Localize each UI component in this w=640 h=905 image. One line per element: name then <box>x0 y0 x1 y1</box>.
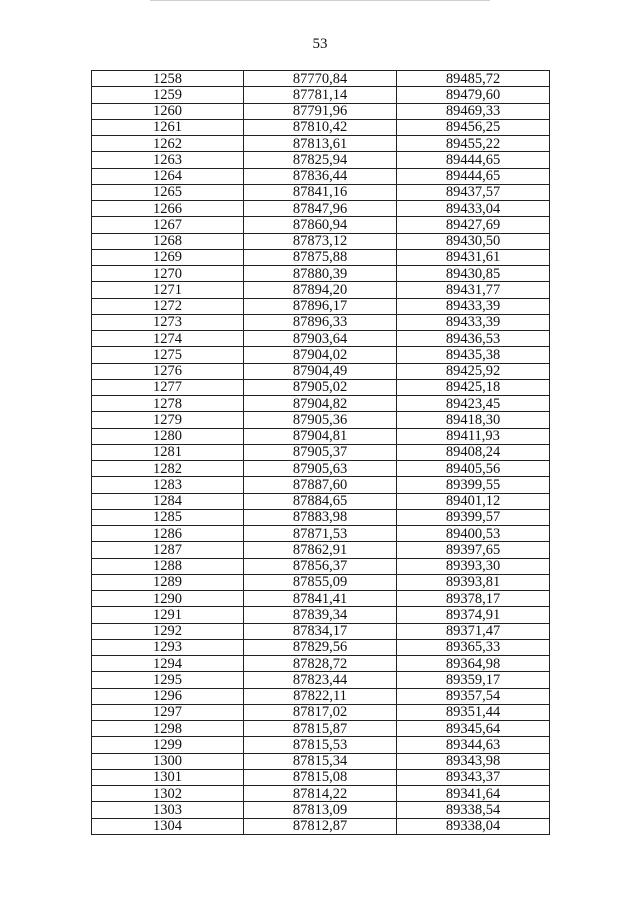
y-coordinate-cell: 89425,18 <box>397 379 550 395</box>
x-coordinate-cell: 87883,98 <box>244 509 397 525</box>
table-row <box>92 802 550 818</box>
table-row <box>92 428 550 444</box>
x-coordinate-cell: 87884,65 <box>244 493 397 509</box>
point-number-cell: 1280 <box>92 428 244 444</box>
point-number-cell: 1264 <box>92 168 244 184</box>
y-coordinate-cell: 89343,37 <box>397 769 550 785</box>
y-coordinate-cell: 89431,77 <box>397 282 550 298</box>
x-coordinate-cell: 87815,34 <box>244 753 397 769</box>
point-number-cell: 1275 <box>92 347 244 363</box>
y-coordinate-cell: 89444,65 <box>397 168 550 184</box>
y-coordinate-cell: 89427,69 <box>397 217 550 233</box>
y-coordinate-cell: 89433,39 <box>397 298 550 314</box>
table-row <box>92 168 550 184</box>
table-row <box>92 87 550 103</box>
table-row <box>92 282 550 298</box>
point-number-cell: 1284 <box>92 493 244 509</box>
x-coordinate-cell: 87894,20 <box>244 282 397 298</box>
point-number-cell: 1287 <box>92 542 244 558</box>
x-coordinate-cell: 87781,14 <box>244 87 397 103</box>
point-number-cell: 1300 <box>92 753 244 769</box>
point-number-cell: 1266 <box>92 201 244 217</box>
x-coordinate-cell: 87815,53 <box>244 737 397 753</box>
x-coordinate-cell: 87855,09 <box>244 574 397 590</box>
scan-edge-line <box>150 0 490 1</box>
table-row <box>92 71 550 87</box>
coordinates-table-body <box>92 71 550 835</box>
point-number-cell: 1288 <box>92 558 244 574</box>
y-coordinate-cell: 89364,98 <box>397 656 550 672</box>
table-row <box>92 103 550 119</box>
x-coordinate-cell: 87873,12 <box>244 233 397 249</box>
x-coordinate-cell: 87905,36 <box>244 412 397 428</box>
y-coordinate-cell: 89341,64 <box>397 786 550 802</box>
table-row <box>92 818 550 834</box>
x-coordinate-cell: 87839,34 <box>244 607 397 623</box>
point-number-cell: 1258 <box>92 71 244 87</box>
x-coordinate-cell: 87841,16 <box>244 184 397 200</box>
y-coordinate-cell: 89479,60 <box>397 87 550 103</box>
table-row <box>92 704 550 720</box>
table-row <box>92 298 550 314</box>
x-coordinate-cell: 87860,94 <box>244 217 397 233</box>
table-row <box>92 136 550 152</box>
x-coordinate-cell: 87904,82 <box>244 396 397 412</box>
y-coordinate-cell: 89399,57 <box>397 509 550 525</box>
point-number-cell: 1293 <box>92 639 244 655</box>
y-coordinate-cell: 89430,85 <box>397 266 550 282</box>
x-coordinate-cell: 87822,11 <box>244 688 397 704</box>
point-number-cell: 1283 <box>92 477 244 493</box>
x-coordinate-cell: 87817,02 <box>244 704 397 720</box>
y-coordinate-cell: 89399,55 <box>397 477 550 493</box>
point-number-cell: 1296 <box>92 688 244 704</box>
y-coordinate-cell: 89485,72 <box>397 71 550 87</box>
x-coordinate-cell: 87862,91 <box>244 542 397 558</box>
table-row <box>92 331 550 347</box>
point-number-cell: 1278 <box>92 396 244 412</box>
point-number-cell: 1270 <box>92 266 244 282</box>
x-coordinate-cell: 87825,94 <box>244 152 397 168</box>
x-coordinate-cell: 87810,42 <box>244 119 397 135</box>
table-row <box>92 623 550 639</box>
point-number-cell: 1292 <box>92 623 244 639</box>
point-number-cell: 1271 <box>92 282 244 298</box>
point-number-cell: 1282 <box>92 461 244 477</box>
point-number-cell: 1291 <box>92 607 244 623</box>
y-coordinate-cell: 89371,47 <box>397 623 550 639</box>
table-row <box>92 184 550 200</box>
y-coordinate-cell: 89345,64 <box>397 721 550 737</box>
y-coordinate-cell: 89359,17 <box>397 672 550 688</box>
point-number-cell: 1299 <box>92 737 244 753</box>
y-coordinate-cell: 89437,57 <box>397 184 550 200</box>
y-coordinate-cell: 89357,54 <box>397 688 550 704</box>
x-coordinate-cell: 87813,09 <box>244 802 397 818</box>
y-coordinate-cell: 89338,04 <box>397 818 550 834</box>
x-coordinate-cell: 87896,33 <box>244 314 397 330</box>
x-coordinate-cell: 87887,60 <box>244 477 397 493</box>
point-number-cell: 1274 <box>92 331 244 347</box>
y-coordinate-cell: 89430,50 <box>397 233 550 249</box>
table-row <box>92 786 550 802</box>
x-coordinate-cell: 87904,02 <box>244 347 397 363</box>
x-coordinate-cell: 87823,44 <box>244 672 397 688</box>
table-row <box>92 639 550 655</box>
y-coordinate-cell: 89393,30 <box>397 558 550 574</box>
table-row <box>92 217 550 233</box>
y-coordinate-cell: 89435,38 <box>397 347 550 363</box>
point-number-cell: 1281 <box>92 444 244 460</box>
point-number-cell: 1263 <box>92 152 244 168</box>
table-row <box>92 233 550 249</box>
y-coordinate-cell: 89408,24 <box>397 444 550 460</box>
y-coordinate-cell: 89393,81 <box>397 574 550 590</box>
table-row <box>92 542 550 558</box>
point-number-cell: 1265 <box>92 184 244 200</box>
table-row <box>92 201 550 217</box>
table-row <box>92 363 550 379</box>
point-number-cell: 1297 <box>92 704 244 720</box>
x-coordinate-cell: 87770,84 <box>244 71 397 87</box>
point-number-cell: 1285 <box>92 509 244 525</box>
point-number-cell: 1272 <box>92 298 244 314</box>
x-coordinate-cell: 87841,41 <box>244 591 397 607</box>
y-coordinate-cell: 89374,91 <box>397 607 550 623</box>
x-coordinate-cell: 87875,88 <box>244 249 397 265</box>
point-number-cell: 1294 <box>92 656 244 672</box>
point-number-cell: 1269 <box>92 249 244 265</box>
point-number-cell: 1289 <box>92 574 244 590</box>
table-row <box>92 688 550 704</box>
y-coordinate-cell: 89338,54 <box>397 802 550 818</box>
y-coordinate-cell: 89401,12 <box>397 493 550 509</box>
x-coordinate-cell: 87896,17 <box>244 298 397 314</box>
table-row <box>92 266 550 282</box>
point-number-cell: 1286 <box>92 526 244 542</box>
point-number-cell: 1301 <box>92 769 244 785</box>
table-row <box>92 396 550 412</box>
y-coordinate-cell: 89436,53 <box>397 331 550 347</box>
point-number-cell: 1298 <box>92 721 244 737</box>
point-number-cell: 1262 <box>92 136 244 152</box>
x-coordinate-cell: 87813,61 <box>244 136 397 152</box>
x-coordinate-cell: 87903,64 <box>244 331 397 347</box>
table-row <box>92 493 550 509</box>
x-coordinate-cell: 87791,96 <box>244 103 397 119</box>
x-coordinate-cell: 87904,81 <box>244 428 397 444</box>
point-number-cell: 1261 <box>92 119 244 135</box>
page-number: 53 <box>312 36 328 52</box>
x-coordinate-cell: 87905,63 <box>244 461 397 477</box>
coordinates-table <box>91 70 550 835</box>
y-coordinate-cell: 89456,25 <box>397 119 550 135</box>
y-coordinate-cell: 89423,45 <box>397 396 550 412</box>
y-coordinate-cell: 89365,33 <box>397 639 550 655</box>
point-number-cell: 1268 <box>92 233 244 249</box>
table-row <box>92 721 550 737</box>
point-number-cell: 1277 <box>92 379 244 395</box>
table-row <box>92 737 550 753</box>
y-coordinate-cell: 89411,93 <box>397 428 550 444</box>
table-row <box>92 249 550 265</box>
y-coordinate-cell: 89378,17 <box>397 591 550 607</box>
y-coordinate-cell: 89444,65 <box>397 152 550 168</box>
table-row <box>92 412 550 428</box>
table-row <box>92 314 550 330</box>
table-row <box>92 152 550 168</box>
y-coordinate-cell: 89433,04 <box>397 201 550 217</box>
y-coordinate-cell: 89418,30 <box>397 412 550 428</box>
y-coordinate-cell: 89433,39 <box>397 314 550 330</box>
table-row <box>92 672 550 688</box>
point-number-cell: 1276 <box>92 363 244 379</box>
x-coordinate-cell: 87856,37 <box>244 558 397 574</box>
table-row <box>92 379 550 395</box>
y-coordinate-cell: 89469,33 <box>397 103 550 119</box>
x-coordinate-cell: 87814,22 <box>244 786 397 802</box>
table-row <box>92 461 550 477</box>
table-row <box>92 753 550 769</box>
y-coordinate-cell: 89431,61 <box>397 249 550 265</box>
x-coordinate-cell: 87834,17 <box>244 623 397 639</box>
x-coordinate-cell: 87829,56 <box>244 639 397 655</box>
y-coordinate-cell: 89400,53 <box>397 526 550 542</box>
x-coordinate-cell: 87871,53 <box>244 526 397 542</box>
point-number-cell: 1259 <box>92 87 244 103</box>
table-row <box>92 607 550 623</box>
table-row <box>92 509 550 525</box>
y-coordinate-cell: 89351,44 <box>397 704 550 720</box>
table-row <box>92 347 550 363</box>
x-coordinate-cell: 87812,87 <box>244 818 397 834</box>
x-coordinate-cell: 87905,37 <box>244 444 397 460</box>
x-coordinate-cell: 87828,72 <box>244 656 397 672</box>
point-number-cell: 1302 <box>92 786 244 802</box>
x-coordinate-cell: 87880,39 <box>244 266 397 282</box>
point-number-cell: 1295 <box>92 672 244 688</box>
x-coordinate-cell: 87815,87 <box>244 721 397 737</box>
table-row <box>92 444 550 460</box>
y-coordinate-cell: 89344,63 <box>397 737 550 753</box>
x-coordinate-cell: 87836,44 <box>244 168 397 184</box>
table-row <box>92 119 550 135</box>
point-number-cell: 1273 <box>92 314 244 330</box>
table-row <box>92 477 550 493</box>
table-row <box>92 769 550 785</box>
x-coordinate-cell: 87847,96 <box>244 201 397 217</box>
point-number-cell: 1267 <box>92 217 244 233</box>
table-row <box>92 558 550 574</box>
y-coordinate-cell: 89405,56 <box>397 461 550 477</box>
x-coordinate-cell: 87904,49 <box>244 363 397 379</box>
table-row <box>92 574 550 590</box>
point-number-cell: 1303 <box>92 802 244 818</box>
point-number-cell: 1279 <box>92 412 244 428</box>
point-number-cell: 1304 <box>92 818 244 834</box>
y-coordinate-cell: 89343,98 <box>397 753 550 769</box>
table-row <box>92 526 550 542</box>
y-coordinate-cell: 89455,22 <box>397 136 550 152</box>
y-coordinate-cell: 89397,65 <box>397 542 550 558</box>
x-coordinate-cell: 87905,02 <box>244 379 397 395</box>
x-coordinate-cell: 87815,08 <box>244 769 397 785</box>
point-number-cell: 1290 <box>92 591 244 607</box>
y-coordinate-cell: 89425,92 <box>397 363 550 379</box>
table-row <box>92 591 550 607</box>
point-number-cell: 1260 <box>92 103 244 119</box>
table-row <box>92 656 550 672</box>
